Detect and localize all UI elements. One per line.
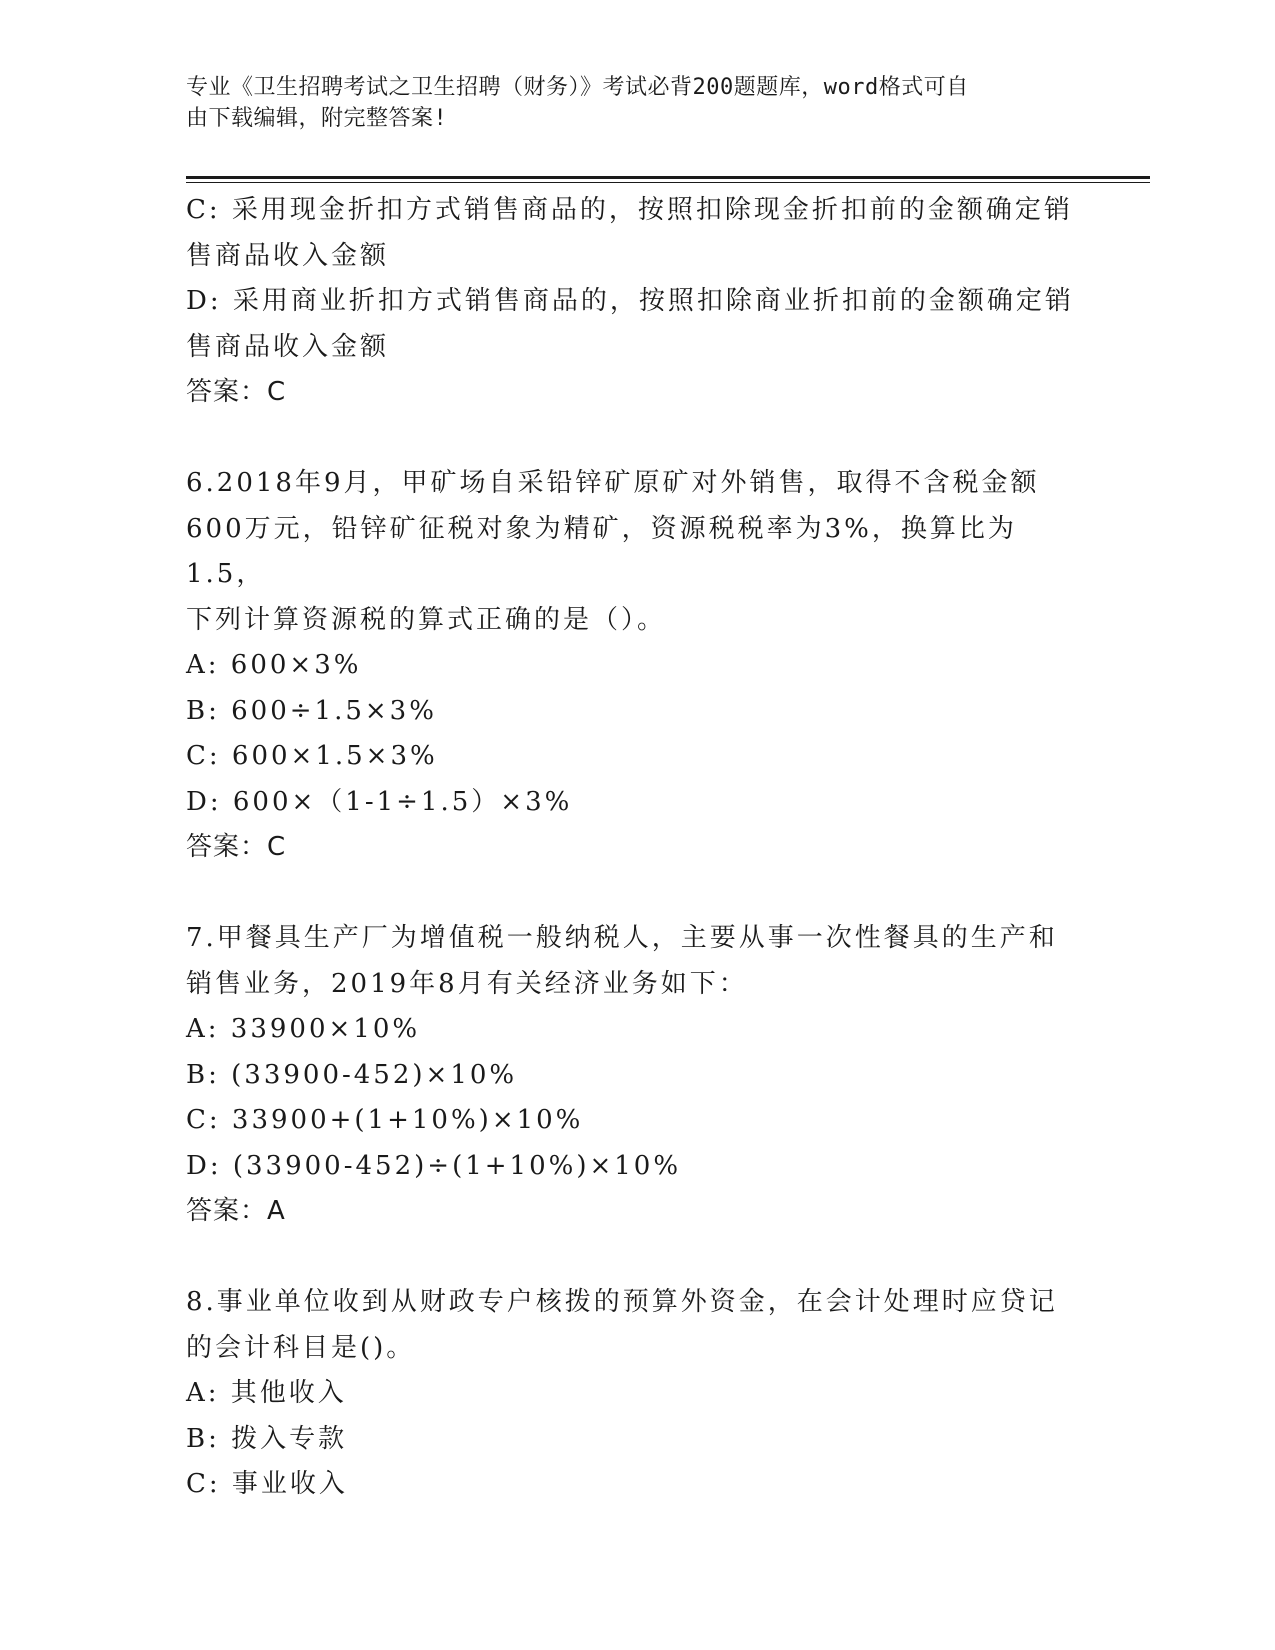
q8-option-c: C: 事业收入 — [186, 1469, 348, 1499]
q7-option-d: D: (33900-452)÷(1+10%)×10% — [186, 1150, 682, 1181]
document-header — [186, 72, 1066, 134]
q7-option-a: A: 33900×10% — [186, 1014, 421, 1044]
q5-option-c-line1: C: 采用现金折扣方式销售商品的，按照扣除现金折扣前的金额确定销 — [186, 195, 1073, 225]
q8-stem-line1: 8.事业单位收到从财政专户核拨的预算外资金，在会计处理时应贷记 — [186, 1287, 1058, 1317]
q6-option-b: B: 600÷1.5×3% — [186, 695, 437, 726]
q8-option-b: B: 拨入专款 — [186, 1423, 348, 1454]
q7-option-c: C: 33900+(1+10%)×10% — [186, 1105, 584, 1135]
q7-stem-line1: 7.甲餐具生产厂为增值税一般纳税人，主要从事一次性餐具的生产和 — [186, 923, 1058, 953]
q5-option-c-line2: 售商品收入金额 — [186, 240, 390, 271]
header-divider-thin — [186, 182, 1150, 183]
q7-answer: 答案：A — [186, 1196, 286, 1226]
header-divider-thick — [186, 176, 1150, 179]
q6-stem-line3: 下列计算资源税的算式正确的是（）。 — [186, 604, 667, 635]
q6-stem-line2: 600万元，铅锌矿征税对象为精矿，资源税税率为3%，换算比为1.5， — [186, 513, 1017, 589]
q6-answer: 答案：C — [186, 832, 287, 862]
q6-option-d: D: 600×（1-1÷1.5）×3% — [186, 786, 573, 817]
q7-option-b: B: (33900-452)×10% — [186, 1059, 518, 1090]
q6-option-c: C: 600×1.5×3% — [186, 741, 438, 771]
question-body — [186, 188, 1086, 1508]
q6-stem-line1: 6.2018年9月，甲矿场自采铅锌矿原矿对外销售，取得不含税金额 — [186, 468, 1040, 498]
q5-answer: 答案：C — [186, 377, 287, 407]
q6-option-a: A: 600×3% — [186, 650, 362, 680]
spacer — [186, 1235, 1086, 1281]
q8-option-a: A: 其他收入 — [186, 1378, 347, 1408]
q8-stem-line2: 的会计科目是()。 — [186, 1332, 416, 1363]
spacer — [186, 416, 1086, 462]
q5-option-d-line2: 售商品收入金额 — [186, 331, 390, 362]
header-line-2: 由下载编辑，附完整答案! — [186, 106, 448, 131]
spacer — [186, 871, 1086, 917]
q7-stem-line2: 销售业务，2019年8月有关经济业务如下： — [186, 968, 748, 999]
q5-option-d-line1: D: 采用商业折扣方式销售商品的，按照扣除商业折扣前的金额确定销 — [186, 286, 1074, 316]
header-line-1: 专业《卫生招聘考试之卫生招聘（财务）》考试必背200题题库，word格式可自 — [186, 75, 969, 100]
